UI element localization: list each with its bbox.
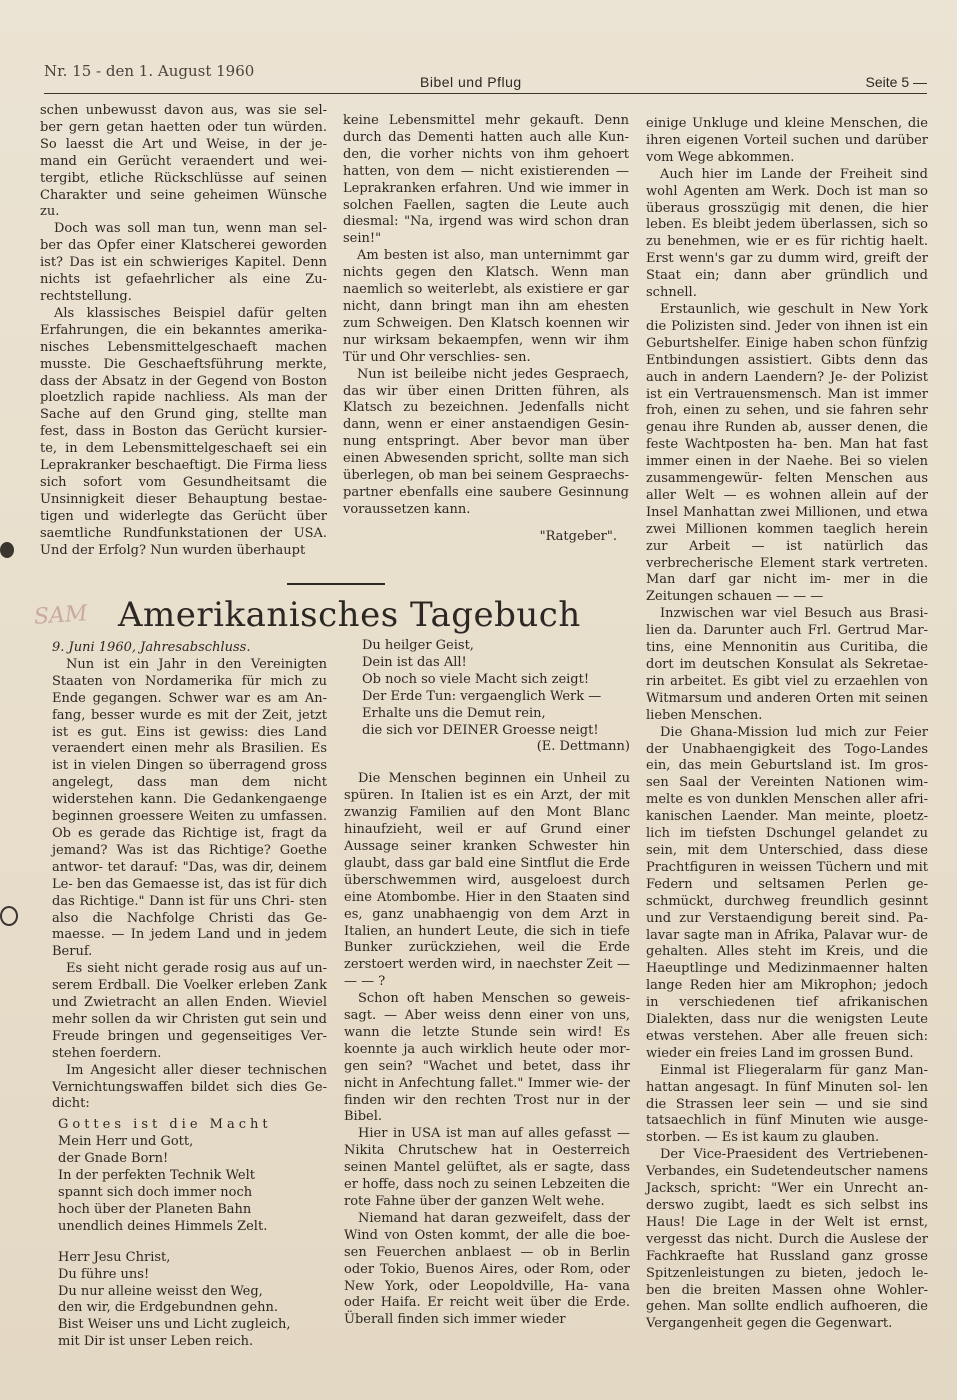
poem-line: Mein Herr und Gott, [58, 1134, 194, 1150]
paragraph: Nun ist beileibe nicht jedes Gespraech, das wir über einen Dritten führen, als Klatsch zu bezeichnen. Jedenfalls nicht dann, wenn er einer anstaendigen Gesin- nung entspringt. Aber bevor man über einen Abwesenden spricht, sollte man sich überlegen, ob man bei seinem Gespraechs- partner ebenfalls eine saubere Gesinnung voraussetzen kann. [343, 366, 629, 517]
paragraph: Als klassisches Beispiel dafür gelten Erfahrungen, die ein bekanntes amerika- nisches Lebensmittelgeschaeft machen musste. Die Geschaeftsführung merkte, dass der Absatz in der Gegend von Boston ploetzlich rapide nachliess. Als man der Sache auf den Grund ging, stellte man fest, dass in Boston das Gerücht kursier- te, in dem Lebensmittelgeschaeft sei ein Leprakranker beschaeftigt. Die Firma liess sich sofort vom Gesundheitsamt die Unsinnigkeit dieser Behauptung bestae- tigen und widerlegte das Gerücht über saemtliche Rundfunkstationen der USA. Und der Erfolg? Nun wurden überhaupt [40, 305, 327, 558]
article-title: Amerikanisches Tagebuch [118, 595, 581, 635]
poem-line: Du führe uns! [58, 1266, 150, 1282]
paragraph: Nun ist ein Jahr in den Vereinigten Staaten von Nordamerika für mich zu Ende gegangen. Schwer war es am An- fang, besser wurde es mit der Zeit, jetzt ist es gut. Eins ist gewiss: dies Land veraendert einen mehr als Brasilien. Es ist in vielen Dingen so überragend gross angelegt, dass man dem nicht widerstehen kann. Die Gedankengaenge beginnen groessere Weiten zu umfassen. Ob es gerade das Richtige ist, fragt da jemand? Was ist das Richtige? Goethe antwor- tet darauf: "Das, was dir, deinem Le- ben das Gemaesse ist, das ist für dich das Richtige." Dann ist für uns Chri- sten also die Nachfolge Christi das Ge- maesse. — In jedem Land und in jedem Beruf. [52, 656, 327, 960]
paragraph: schen unbewusst davon aus, was sie sel- ber gern getan haetten oder tun würden. So laesst die Art und Weise, in der je- mand ein Gerücht veraendert und wei- tergibt, etliche Rückschlüsse auf seinen Charakter und seine geheimen Wünsche zu. [40, 103, 327, 220]
poem-line: der Gnade Born! [58, 1151, 169, 1167]
poem-line: Der Erde Tun: vergaenglich Werk — [362, 688, 602, 704]
punch-hole-mark [0, 906, 18, 926]
diary-date: 9. Juni 1960, Jahresabschluss. [52, 640, 251, 655]
publication-title: Bibel und Pflug [420, 74, 522, 90]
header-rule [44, 93, 927, 94]
poem-line: die sich vor DEINER Groesse neigt! [362, 722, 599, 738]
diary-column-1 [52, 640, 327, 1351]
poem-stanza-2 [58, 1250, 327, 1351]
poem-line: hoch über der Planeten Bahn [58, 1201, 252, 1217]
poem-line: Du nur alleine weisst den Weg, [58, 1283, 263, 1299]
archive-stamp: SAM [33, 601, 89, 630]
paragraph: Doch was soll man tun, wenn man sel- ber das Opfer einer Klatscherei geworden ist? Das ist ein schwieriges Kapitel. Denn nichts ist gefaehrlicher als eine Zu- rechtstellung. [40, 221, 327, 304]
paragraph: Im Angesicht aller dieser technischen Vernichtungswaffen bildet sich dies Ge- dicht: [52, 1062, 327, 1112]
paragraph: Am besten ist also, man unternimmt gar nichts gegen den Klatsch. Wenn man naemlich so weiterlebt, als existiere er gar nicht, dann bringt man ihn am ehesten zum Schweigen. Den Klatsch koennen wir nur wirksam bekaempfen, wenn wir ihm Tür und Ohr verschlies- sen. [343, 248, 629, 365]
poem-line: Bist Weiser uns und Licht zugleich, [58, 1317, 291, 1333]
poem-line: Dein ist das All! [362, 654, 467, 670]
paragraph: keine Lebensmittel mehr gekauft. Denn durch das Dementi hatten auch alle Kun- den, die vorher nichts von ihm gehoert hatten, von dem — nicht existierenden — Leprakranken erfahren. Und wie immer in solchen Faellen, sagten die Leute auch diesmal: "Na, irgend was wird schon dran sein!" [343, 113, 629, 247]
issue-date: Nr. 15 - den 1. August 1960 [44, 62, 255, 80]
paragraph: Einmal ist Fliegeralarm für ganz Man- hattan angesagt. In fünf Minuten sol- len die Strassen leer sein — und sie sind tatsaechlich in fünf Minuten wie ausge- storben. — Es ist kaum zu glauben. [646, 1062, 928, 1146]
page-header [44, 62, 927, 92]
paragraph: Hier in USA ist man auf alles gefasst — Nikita Chrutschew hat in Oesterreich seinen Mantel gelüftet, als er sagte, dass er hoffe, dass noch zu seinen Lebzeiten die rote Fahne über der ganzen Welt wehe. [344, 1126, 630, 1209]
diary-column-2 [344, 638, 630, 1329]
top-article-column-1 [40, 103, 327, 559]
poem-line: Erhalte uns die Demut rein, [362, 705, 546, 721]
poem-line: mit Dir ist unser Leben reich. [58, 1334, 254, 1350]
paragraph: Schon oft haben Menschen so geweis- sagt. — Aber weiss denn einer von uns, wann die letzte Stunde sein wird! Es koennte ja auch wirklich heute oder mor- gen sein? "Wachet und betet, dass ihr nicht in Anfechtung fallet." Immer wie- der finden wir den rechten Trost nur in der Bibel. [344, 991, 630, 1125]
punch-hole-mark [0, 542, 14, 558]
section-divider [287, 583, 385, 585]
article-signature: "Ratgeber". [539, 528, 617, 544]
paragraph: Niemand hat daran gezweifelt, dass der Wind von Osten kommt, der alle die boe- sen Feuerchen anblaest — ob in Berlin oder Tokio, Buenos Aires, oder Rom, oder New York, oder Leopoldville, Ha- vana oder Haifa. Er reicht weit über die Erde. Überall finden sich immer wieder [344, 1210, 630, 1328]
poem-stanza-1 [58, 1117, 327, 1235]
paragraph: Es sieht nicht gerade rosig aus auf un- serem Erdball. Die Voelker erleben Zank und Zwietracht an allen Enden. Wieviel mehr sollen da wir Christen gut sein und Freude bringen und gegenseitiges Ver- stehen foerdern. [52, 961, 327, 1061]
poem-line: unendlich deines Himmels Zelt. [58, 1218, 268, 1234]
paragraph: Der Vice-Praesident des Vertriebenen- Verbandes, ein Sudetendeutscher namens Jacksch, spricht: "Wer ein Unrecht an- derswo zugibt, laedt es sich selbst ins Haus! Die Lage in der Welt ist ernst, vergesst das nicht. Durch die Auslese der Fachkraefte hat Russland ganz grosse Spitzenleistungen zu bieten, jedoch le- ben die breiten Massen ohne Wohler- gehen. Man sollte endlich aufhoeren, die Vergangenheit gegen die Gegenwart. [646, 1147, 928, 1332]
page-number: Seite 5 — [865, 74, 927, 90]
paragraph: Auch hier im Lande der Freiheit sind wohl Agenten am Werk. Doch ist man so überaus grosszügig mit denen, die hier leben. Es bleibt jedem überlassen, sich so zu benehmen, wie er es für richtig haelt. Erst wenn's gar zu dumm wird, greift der Staat ein; dann aber gründlich und schnell. [646, 166, 928, 301]
top-article-column-2 [343, 113, 629, 546]
poem-line: Herr Jesu Christ, [58, 1249, 171, 1265]
paragraph: Erstaunlich, wie geschult in New York die Polizisten sind. Jeder von ihnen ist ein Geburtshelfer. Einige haben schon fünfzig Entbindungen assistiert. Gibts denn das auch in andern Laendern? Je- der Polizist ist ein Vertrauensmensch. Man ist immer froh, einen zu sehen, und sie fahren sehr genau ihre Runden ab, ausser denen, die feste Wachtposten ha- ben. Man hat fast immer einen in der Naehe. Bei so vielen zusammengewür- felten Menschen aus aller Welt — es wohnen allein auf der Insel Manhattan zwei Millionen, und etwa zwei Millionen kommen taeglich herein zur Arbeit — ist natürlich das verbrecherische Element stark vertreten. Man darf gar nicht im- mer in die Zeitungen schauen — — — [646, 301, 928, 605]
paragraph: einige Unkluge und kleine Menschen, die ihren eigenen Vorteil suchen und darüber vom Wege abkommen. [646, 116, 928, 165]
poem-stanza-3 [344, 638, 630, 756]
paragraph: Die Menschen beginnen ein Unheil zu spüren. In Italien ist es ein Arzt, der mit zwanzig Familien auf den Mont Blanc hinaufzieht, weil er auf Grund einer Aussage seiner kranken Schwester hin glaubt, dass gar bald eine Sintflut die Erde überschwemmen wird, ausgeloest durch eine Atombombe. Hier in den Staaten sind es, ganz unabhaengig von dem Arzt in Italien, an hundert Leute, die sich in tiefe Bunker zurückziehen, weil die Erde zerstoert werden wird, in naechster Zeit — — — ? [344, 771, 630, 990]
paragraph: Die Ghana-Mission lud mich zur Feier der Unabhaengigkeit des Togo-Landes ein, das mein Geburtsland ist. Im gros- sen Saal der Vereinten Nationen wim- melte es von dunklen Menschen aller afri- kanischen Laender. Man meinte, ploetz- lich im tiefsten Dschungel gelandet zu sein, mit dem Unterschied, dass diese Prachtfiguren in weissen Tüchern und mit Federn und seltsamen Perlen ge- schmückt, durchweg freundlich gesinnt und zur Verstaendigung bereit sind. Pa- lavar sagte man in Afrika, Palavar wur- de gehalten. Alles steht im Kreis, und die Haeuptlinge und Medizinmaenner halten lange Reden hier am Mikrophon; jedoch in verschiedenen tief afrikanischen Dialekten, dass nur die wenigsten Leute etwas verstehen. Aber alle freuen sich: wieder ein freies Land im grossen Bund. [646, 724, 928, 1061]
paragraph: Inzwischen war viel Besuch aus Brasi- lien da. Darunter auch Frl. Gertrud Mar- tins, eine Mennonitin aus Curitiba, die dort im deutschen Konsulat als Sekretae- rin arbeitet. Es gibt viel zu erzaehlen von Witmarsum und anderen Orten mit seinen lieben Menschen. [646, 606, 928, 723]
poem-author: (E. Dettmann) [536, 739, 630, 755]
poem-line: spannt sich doch immer noch [58, 1185, 253, 1200]
diary-column-3 [646, 116, 928, 1333]
poem-line: In der perfekten Technik Welt [58, 1168, 255, 1184]
poem-line: Du heilger Geist, [362, 638, 474, 653]
poem-line: den wir, die Erdgebundnen gehn. [58, 1300, 279, 1316]
poem-line: Gottes ist die Macht [58, 1117, 272, 1133]
poem-line: Ob noch so viele Macht sich zeigt! [362, 671, 590, 687]
